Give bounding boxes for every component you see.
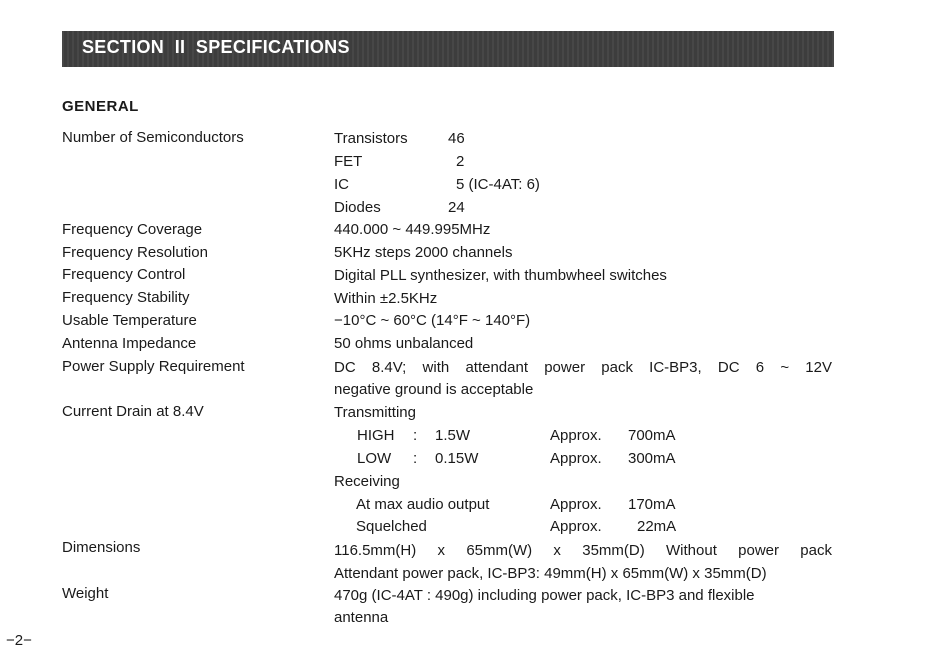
spec-label-frequency-resolution: Frequency Resolution bbox=[62, 244, 208, 261]
spec-label-dimensions: Dimensions bbox=[62, 539, 141, 556]
spec-label-frequency-control: Frequency Control bbox=[62, 266, 186, 283]
rx-mode-squelched: Squelched bbox=[356, 518, 427, 535]
spec-value-frequency-stability: Within ±2.5KHz bbox=[334, 290, 438, 307]
spec-value-dimensions-line2: Attendant power pack, IC-BP3: 49mm(H) x 65mm(W) x 35mm(D) bbox=[334, 565, 767, 582]
spec-label-frequency-stability: Frequency Stability bbox=[62, 289, 190, 306]
spec-label-semiconductors: Number of Semiconductors bbox=[62, 129, 244, 146]
rx-mode-max-audio: At max audio output bbox=[356, 496, 490, 513]
spec-value-frequency-coverage: 440.000 ~ 449.995MHz bbox=[334, 221, 491, 238]
semi-value-ic: 5 (IC-4AT: 6) bbox=[456, 176, 540, 193]
tx-power-low: 0.15W bbox=[435, 450, 479, 467]
semi-name-fet: FET bbox=[334, 153, 363, 170]
semi-name-ic: IC bbox=[334, 176, 349, 193]
tx-current-high: 700mA bbox=[628, 427, 676, 444]
tx-sep-low: : bbox=[413, 450, 418, 467]
spec-value-frequency-control: Digital PLL synthesizer, with thumbwheel switches bbox=[334, 267, 667, 284]
spec-label-current-drain: Current Drain at 8.4V bbox=[62, 403, 204, 420]
spec-value-power-supply-line1: DC 8.4V; with attendant power pack IC-BP3, DC 6 ~ 12V bbox=[334, 359, 832, 376]
spec-value-dimensions-line1: 116.5mm(H) x 65mm(W) x 35mm(D) Without power pack bbox=[334, 542, 832, 559]
tx-current-low: 300mA bbox=[628, 450, 676, 467]
section-banner bbox=[62, 31, 834, 67]
spec-label-weight: Weight bbox=[62, 585, 109, 602]
current-drain-receiving: Receiving bbox=[334, 473, 400, 490]
spec-label-frequency-coverage: Frequency Coverage bbox=[62, 221, 203, 238]
spec-label-usable-temperature: Usable Temperature bbox=[62, 312, 197, 329]
rx-current-squelched: 22mA bbox=[637, 518, 677, 535]
tx-approx-low: Approx. bbox=[550, 450, 602, 467]
tx-approx-high: Approx. bbox=[550, 427, 602, 444]
spec-value-usable-temperature: −10°C ~ 60°C (14°F ~ 140°F) bbox=[334, 312, 531, 329]
general-heading: GENERAL bbox=[62, 98, 139, 115]
spec-value-weight-line2: antenna bbox=[334, 609, 389, 626]
page-number: −2− bbox=[6, 632, 32, 649]
semi-name-diodes: Diodes bbox=[334, 199, 381, 216]
tx-sep-high: : bbox=[413, 427, 418, 444]
spec-value-weight-line1: 470g (IC-4AT : 490g) including power pack, IC-BP3 and flexible bbox=[334, 587, 755, 604]
spec-value-frequency-resolution: 5KHz steps 2000 channels bbox=[334, 244, 513, 261]
tx-mode-high: HIGH bbox=[357, 427, 395, 444]
semi-value-fet: 2 bbox=[456, 153, 465, 170]
semi-name-transistors: Transistors bbox=[334, 130, 408, 147]
rx-current-max-audio: 170mA bbox=[628, 496, 676, 513]
spec-label-antenna-impedance: Antenna Impedance bbox=[62, 335, 197, 352]
rx-approx-squelched: Approx. bbox=[550, 518, 602, 535]
tx-power-high: 1.5W bbox=[435, 427, 471, 444]
semi-value-transistors: 46 bbox=[448, 130, 465, 147]
section-title: SECTION II SPECIFICATIONS bbox=[82, 37, 350, 57]
semi-value-diodes: 24 bbox=[448, 199, 465, 216]
tx-mode-low: LOW bbox=[357, 450, 392, 467]
rx-approx-max-audio: Approx. bbox=[550, 496, 602, 513]
spec-label-power-supply: Power Supply Requirement bbox=[62, 358, 245, 375]
spec-value-antenna-impedance: 50 ohms unbalanced bbox=[334, 335, 474, 352]
spec-value-power-supply-line2: negative ground is acceptable bbox=[334, 381, 534, 398]
current-drain-transmitting: Transmitting bbox=[334, 404, 416, 421]
